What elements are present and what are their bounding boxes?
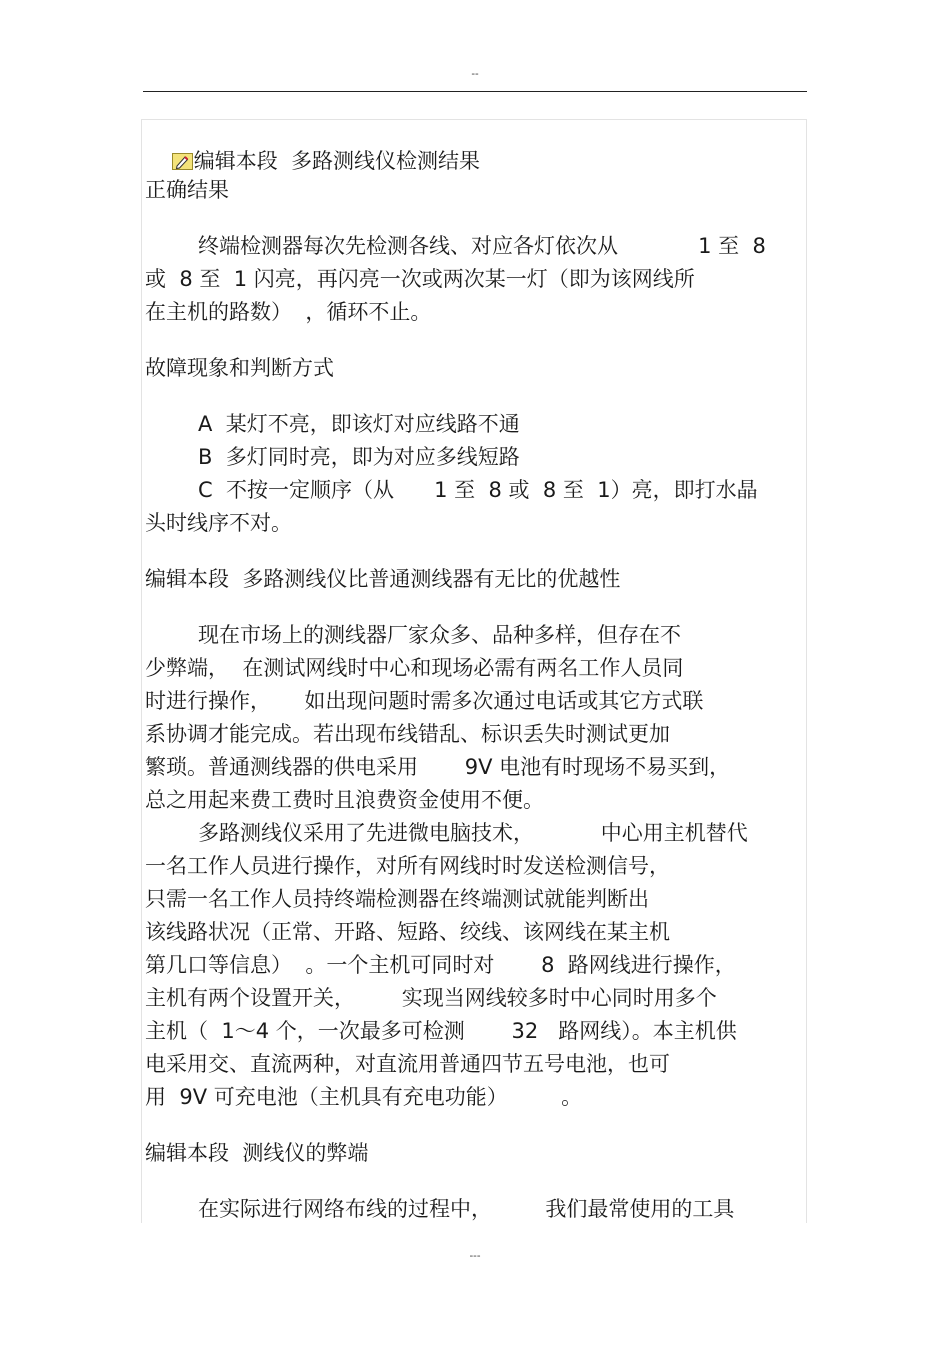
paragraph-line: 一名工作人员进行操作，对所有网线时时发送检测信号， bbox=[145, 854, 670, 878]
page-header-mark: -- bbox=[471, 68, 479, 80]
paragraph-line: 主机有两个设置开关， 实现当网线较多时中心同时用多个 bbox=[145, 986, 717, 1010]
paragraph-line: 时进行操作， 如出现问题时需多次通过电话或其它方式联 bbox=[145, 689, 704, 713]
fault-item-a: A 某灯不亮，即该灯对应线路不通 bbox=[198, 412, 520, 436]
paragraph-line: 少弊端， 在测试网线时中心和现场必需有两名工作人员同 bbox=[145, 656, 684, 680]
fault-item-c: C 不按一定顺序（从 1 至 8 或 8 至 1）亮，即打水晶 bbox=[198, 478, 758, 502]
section-heading-text: 编辑本段 多路测线仪检测结果 bbox=[193, 149, 481, 173]
article-body bbox=[141, 119, 807, 1223]
fault-item-b: B 多灯同时亮，即为对应多线短路 bbox=[198, 445, 520, 469]
paragraph-line: 多路测线仪采用了先进微电脑技术， 中心用主机替代 bbox=[198, 821, 748, 845]
subheading-correct-result: 正确结果 bbox=[145, 178, 229, 202]
header-rule bbox=[143, 91, 807, 92]
paragraph-line: 在实际进行网络布线的过程中， 我们最常使用的工具 bbox=[198, 1197, 735, 1221]
edit-pencil-icon[interactable] bbox=[172, 153, 193, 170]
paragraph-line: 主机（ 1～4 个，一次最多可检测 32 路网线）。本主机供 bbox=[145, 1019, 737, 1043]
paragraph-line: 用 9V 可充电池（主机具有充电功能） 。 bbox=[145, 1085, 583, 1109]
paragraph-line: 电采用交、直流两种，对直流用普通四节五号电池，也可 bbox=[145, 1052, 670, 1076]
paragraph-line: 终端检测器每次先检测各线、对应各灯依次从 1 至 8 bbox=[198, 234, 766, 258]
paragraph-line: 只需一名工作人员持终端检测器在终端测试就能判断出 bbox=[145, 887, 649, 911]
paragraph-line: 繁琐。普通测线器的供电采用 9V 电池有时现场不易买到， bbox=[145, 755, 731, 779]
paragraph-line: 系协调才能完成。若出现布线错乱、标识丢失时测试更加 bbox=[145, 722, 670, 746]
section-heading-drawbacks: 编辑本段 测线仪的弊端 bbox=[145, 1141, 369, 1165]
paragraph-line: 总之用起来费工费时且浪费资金使用不便。 bbox=[145, 788, 544, 812]
paragraph-line: 在主机的路数） ，循环不止。 bbox=[145, 300, 432, 324]
paragraph-line: 现在市场上的测线器厂家众多、品种多样，但存在不 bbox=[198, 623, 681, 647]
subheading-fault-diagnosis: 故障现象和判断方式 bbox=[145, 356, 334, 380]
fault-item-c-cont: 头时线序不对。 bbox=[145, 511, 292, 535]
section-heading-detection-results bbox=[145, 122, 481, 173]
page-footer-mark: --- bbox=[469, 1250, 481, 1262]
paragraph-line: 该线路状况（正常、开路、短路、绞线、该网线在某主机 bbox=[145, 920, 670, 944]
paragraph-line: 或 8 至 1 闪亮，再闪亮一次或两次某一灯（即为该网线所 bbox=[145, 267, 695, 291]
section-heading-advantages: 编辑本段 多路测线仪比普通测线器有无比的优越性 bbox=[145, 567, 621, 591]
paragraph-line: 第几口等信息） 。一个主机可同时对 8 路网线进行操作， bbox=[145, 953, 736, 977]
